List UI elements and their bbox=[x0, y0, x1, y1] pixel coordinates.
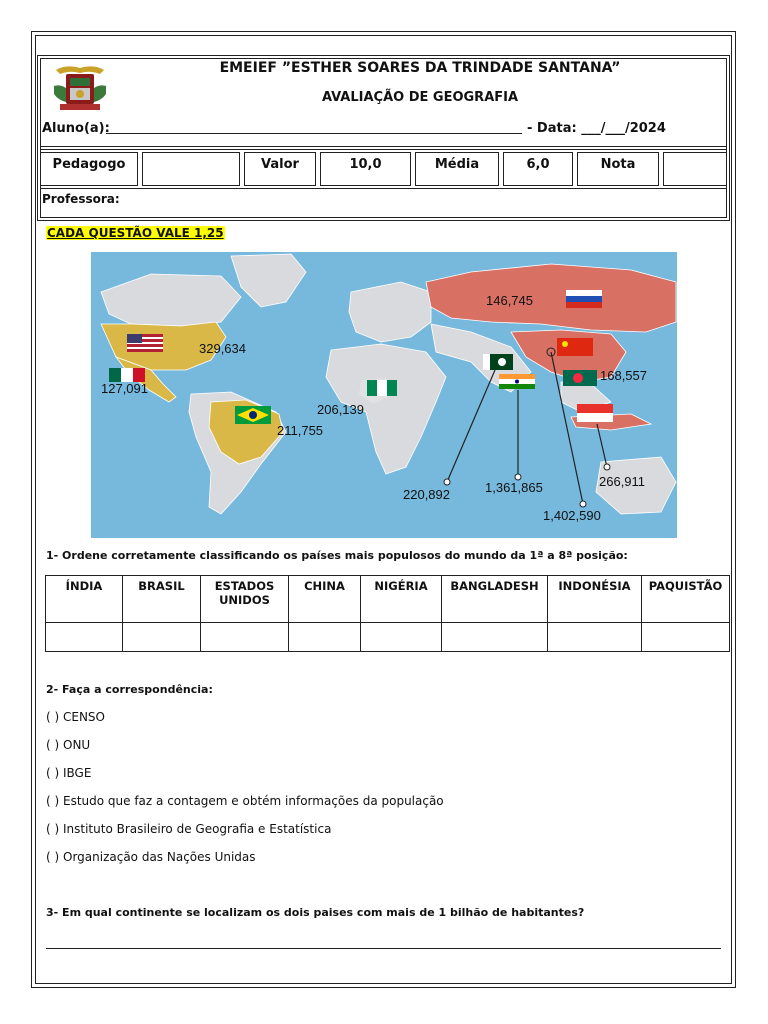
date-label: - Data: ___/___/2024 bbox=[527, 121, 666, 136]
column-bangladesh: BANGLADESH bbox=[442, 576, 548, 623]
question-3: 3- Em qual continente se localizam os dois paises com mais de 1 bilhão de habitantes? bbox=[46, 906, 585, 919]
divider bbox=[40, 146, 727, 147]
bangladesh-flag-icon bbox=[563, 370, 597, 386]
answer-cell[interactable] bbox=[201, 623, 289, 652]
column-paquistao: PAQUISTÃO bbox=[642, 576, 730, 623]
question-2: 2- Faça a correspondência: bbox=[46, 683, 213, 696]
world-population-map bbox=[91, 252, 677, 538]
india-population: 1,361,865 bbox=[485, 480, 543, 495]
match-option[interactable]: ( ) ONU bbox=[46, 738, 91, 752]
pedagogo-label: Pedagogo bbox=[40, 152, 138, 186]
nigeria-flag-icon bbox=[367, 380, 397, 396]
usa-flag-icon bbox=[127, 334, 163, 352]
match-option[interactable]: ( ) IBGE bbox=[46, 766, 92, 780]
table-answer-row bbox=[46, 623, 730, 652]
divider bbox=[40, 188, 727, 189]
school-crest-logo bbox=[52, 64, 108, 112]
pakistan-population: 220,892 bbox=[403, 487, 450, 502]
indonesia-population: 266,911 bbox=[599, 474, 646, 489]
column-nigeria: NIGÉRIA bbox=[361, 576, 442, 623]
valor-value: 10,0 bbox=[320, 152, 411, 186]
usa-population: 329,634 bbox=[199, 341, 246, 356]
media-value: 6,0 bbox=[503, 152, 573, 186]
answer-cell[interactable] bbox=[442, 623, 548, 652]
teacher-label: Professora: bbox=[42, 192, 120, 206]
divider bbox=[40, 149, 727, 150]
mexico-population: 127,091 bbox=[101, 381, 148, 396]
column-india: ÍNDIA bbox=[46, 576, 123, 623]
pedagogo-field[interactable] bbox=[142, 152, 240, 186]
answer-cell[interactable] bbox=[548, 623, 642, 652]
brazil-flag-icon bbox=[235, 406, 271, 424]
india-flag-icon bbox=[499, 374, 535, 389]
ranking-table bbox=[45, 575, 730, 652]
russia-population: 146,745 bbox=[486, 293, 533, 308]
table-header-row bbox=[46, 576, 730, 623]
nota-field[interactable] bbox=[663, 152, 727, 186]
china-population: 1,402,590 bbox=[543, 508, 601, 523]
answer-cell[interactable] bbox=[289, 623, 361, 652]
column-indonesia: INDONÉSIA bbox=[548, 576, 642, 623]
answer-cell[interactable] bbox=[46, 623, 123, 652]
question-1: 1- Ordene corretamente classificando os países mais populosos do mundo da 1ª a 8ª posição: bbox=[46, 549, 628, 562]
media-label: Média bbox=[415, 152, 499, 186]
header-box-inner bbox=[40, 58, 727, 218]
match-option[interactable]: ( ) Estudo que faz a contagem e obtém informações da população bbox=[46, 794, 444, 808]
brazil-population: 211,755 bbox=[277, 423, 324, 438]
match-option[interactable]: ( ) CENSO bbox=[46, 710, 105, 724]
nota-label: Nota bbox=[577, 152, 659, 186]
notice-banner: CADA QUESTÃO VALE 1,25 bbox=[47, 226, 224, 240]
answer-line[interactable] bbox=[46, 948, 721, 949]
mexico-flag-icon bbox=[109, 368, 145, 382]
pakistan-flag-icon bbox=[483, 354, 513, 370]
column-estados-unidos: ESTADOS UNIDOS bbox=[201, 576, 289, 623]
match-option[interactable]: ( ) Instituto Brasileiro de Geografia e Estatística bbox=[46, 822, 332, 836]
student-name-line[interactable] bbox=[106, 133, 522, 134]
nigeria-population: 206,139 bbox=[317, 402, 364, 417]
match-option[interactable]: ( ) Organização das Nações Unidas bbox=[46, 850, 256, 864]
russia-flag-icon bbox=[566, 290, 602, 308]
indonesia-flag-icon bbox=[577, 404, 613, 422]
valor-label: Valor bbox=[244, 152, 316, 186]
column-china: CHINA bbox=[289, 576, 361, 623]
china-flag-icon bbox=[557, 338, 593, 356]
answer-cell[interactable] bbox=[642, 623, 730, 652]
bangladesh-population: 168,557 bbox=[600, 368, 647, 383]
exam-subject: AVALIAÇÃO DE GEOGRAFIA bbox=[321, 90, 519, 105]
school-name: EMEIEF ”ESTHER SOARES DA TRINDADE SANTANA” bbox=[219, 60, 621, 76]
answer-cell[interactable] bbox=[361, 623, 442, 652]
column-brasil: BRASIL bbox=[123, 576, 201, 623]
answer-cell[interactable] bbox=[123, 623, 201, 652]
student-label: Aluno(a): bbox=[42, 121, 110, 136]
